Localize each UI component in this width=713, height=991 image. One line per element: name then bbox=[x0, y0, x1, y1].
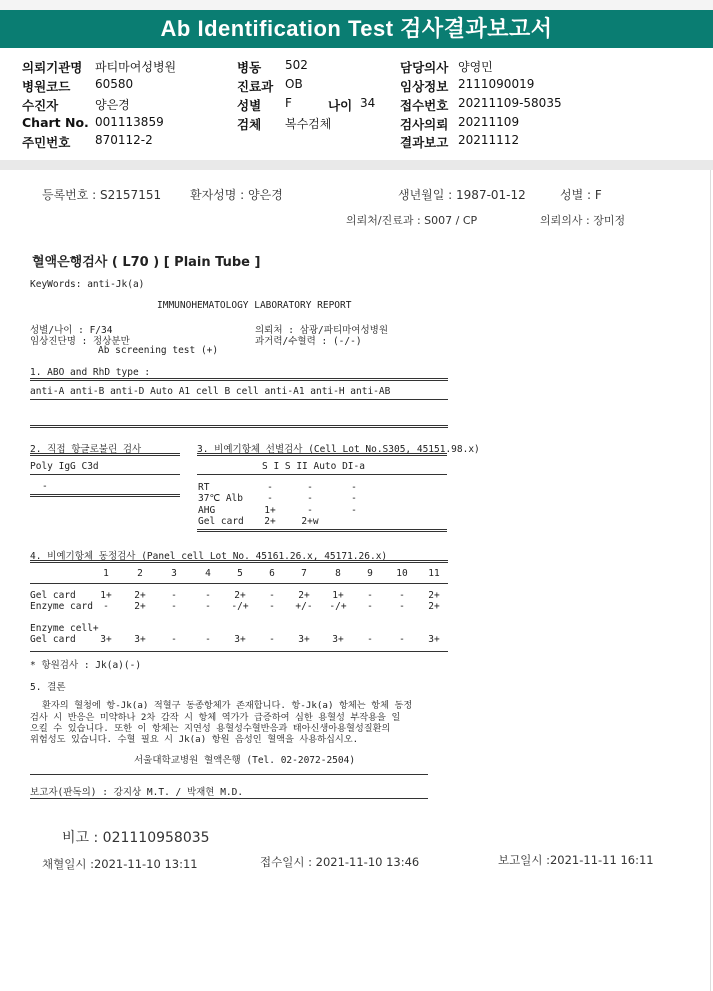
sec4-col-header: 10 bbox=[396, 568, 408, 579]
rule bbox=[30, 378, 448, 381]
dept: 의뢰처/진료과 : S007 / CP bbox=[346, 214, 478, 227]
sec1-headers: anti-A anti-B anti-D Auto A1 cell B cell anti-A1 anti-H anti-AB bbox=[30, 386, 391, 397]
sec3-cell: - bbox=[307, 505, 313, 516]
reporter: 보고자(판독의) : 강지상 M.T. / 박재현 M.D. bbox=[30, 787, 244, 798]
sec4-cell: - bbox=[399, 634, 405, 645]
sec4-row-label: Enzyme cell+ bbox=[30, 623, 99, 634]
screening: Ab screening test (+) bbox=[98, 345, 219, 356]
sec2-value: - bbox=[42, 481, 48, 492]
conclusion-line: 으킬 수 있습니다. 또한 이 항체는 지연성 용혈성수혈반응과 태아신생아용혈성질환의 bbox=[30, 723, 391, 734]
sec4-cell: 3+ bbox=[134, 634, 146, 645]
rule bbox=[30, 494, 180, 497]
header-value: 복수검체 bbox=[285, 117, 332, 131]
sec4-cell: 1+ bbox=[332, 590, 344, 601]
sec4-cell: - bbox=[399, 590, 405, 601]
sec4-cell: -/+ bbox=[329, 601, 347, 612]
sec3-cell: - bbox=[351, 482, 357, 493]
rule bbox=[30, 774, 428, 775]
sex-age: 성별/나이 : F/34 bbox=[30, 325, 113, 336]
sec2-headers: Poly IgG C3d bbox=[30, 461, 99, 472]
rule bbox=[30, 474, 180, 475]
rule bbox=[197, 529, 447, 532]
conclusion-line: 검사 시 반응은 미약하나 2차 감작 시 항체 역가가 급증하여 심한 용혈성 부작용을 일 bbox=[30, 712, 401, 723]
page-edge bbox=[710, 170, 711, 991]
sec4-cell: - bbox=[367, 634, 373, 645]
header-value: 001113859 bbox=[95, 115, 164, 129]
sec4-cell: - bbox=[205, 634, 211, 645]
sec4-cell: 2+ bbox=[428, 601, 440, 612]
sec4-cell: 3+ bbox=[298, 634, 310, 645]
sec4-cell: - bbox=[205, 590, 211, 601]
sec4-col-header: 6 bbox=[269, 568, 275, 579]
sec4-cell: - bbox=[367, 601, 373, 612]
conclusion-line: 환자의 혈청에 항-Jk(a) 적혈구 동종항체가 존재합니다. 항-Jk(a) 항체는 항체 동정 bbox=[42, 700, 413, 711]
header-row: 의뢰기관명 bbox=[22, 60, 83, 75]
header-label: 임상정보 bbox=[400, 79, 449, 94]
header-label: 주민번호 bbox=[22, 135, 71, 150]
sec3-cell: 1+ bbox=[264, 505, 276, 516]
conclusion-line: 위험성도 있습니다. 수혈 필요 시 Jk(a) 항원 음성인 혈액을 사용하십시오. bbox=[30, 734, 359, 745]
header-label: 병원코드 bbox=[22, 79, 71, 94]
section-divider bbox=[0, 160, 713, 170]
sec3-cell: - bbox=[307, 482, 313, 493]
rule bbox=[30, 399, 448, 400]
header-value: F bbox=[285, 96, 292, 110]
sec4-cell: - bbox=[269, 634, 275, 645]
sec3-cell: 2+w bbox=[301, 516, 319, 527]
sec4-col-header: 11 bbox=[428, 568, 440, 579]
sec4-col-header: 1 bbox=[103, 568, 109, 579]
sec4-cell: - bbox=[171, 601, 177, 612]
header-value: 20211109 bbox=[458, 115, 520, 129]
rule bbox=[30, 560, 448, 563]
lab-report-title: IMMUNOHEMATOLOGY LABORATORY REPORT bbox=[157, 300, 352, 311]
rule bbox=[30, 651, 448, 652]
sec4-cell: 3+ bbox=[332, 634, 344, 645]
sec4-cell: - bbox=[399, 601, 405, 612]
sec4-cell: - bbox=[269, 590, 275, 601]
sec4-col-header: 4 bbox=[205, 568, 211, 579]
sec3-row-label: 37℃ Alb bbox=[198, 493, 243, 504]
sec4-cell: 2+ bbox=[134, 601, 146, 612]
sec4-cell: 2+ bbox=[234, 590, 246, 601]
header-value: 20211112 bbox=[458, 133, 520, 147]
sec3-cell: - bbox=[307, 493, 313, 504]
sec3-row-label: Gel card bbox=[198, 516, 244, 527]
sec4-cell: - bbox=[171, 590, 177, 601]
collect-time: 채혈일시 :2021-11-10 13:11 bbox=[42, 857, 198, 871]
sec4-col-header: 7 bbox=[301, 568, 307, 579]
sec3-cell: 2+ bbox=[264, 516, 276, 527]
header-label: Chart No. bbox=[22, 115, 89, 130]
sec3-cell: - bbox=[267, 482, 273, 493]
header-value: 2111090019 bbox=[458, 77, 535, 91]
sec3-row-label: RT bbox=[198, 482, 210, 493]
referral: 의뢰처 : 삼광/파티마여성병원 bbox=[255, 325, 389, 336]
sec4-col-header: 9 bbox=[367, 568, 373, 579]
sec4-cell: 2+ bbox=[428, 590, 440, 601]
note: 비고 : 021110958035 bbox=[62, 830, 210, 846]
sec4-cell: 2+ bbox=[298, 590, 310, 601]
rule bbox=[197, 474, 447, 475]
patient-name: 환자성명 : 양은경 bbox=[190, 188, 283, 202]
header-value: 양은경 bbox=[95, 98, 130, 112]
sec3-cell: - bbox=[267, 493, 273, 504]
exam-title: 혈액은행검사 ( L70 ) [ Plain Tube ] bbox=[32, 255, 261, 270]
reg-no: 등록번호 : S2157151 bbox=[42, 188, 162, 202]
header-value: 502 bbox=[285, 58, 308, 72]
sec4-cell: 1+ bbox=[100, 590, 112, 601]
history: 과거력/수혈력 : (-/-) bbox=[255, 336, 362, 347]
report-time: 보고일시 :2021-11-11 16:11 bbox=[498, 853, 654, 867]
birth-date: 생년월일 : 1987-01-12 bbox=[398, 188, 526, 202]
sec4-col-header: 2 bbox=[137, 568, 143, 579]
header-value: 파티마여성병원 bbox=[95, 60, 177, 74]
sec4-cell: - bbox=[269, 601, 275, 612]
sec1-title: 1. ABO and RhD type : bbox=[30, 367, 151, 378]
header-label: 결과보고 bbox=[400, 135, 449, 150]
report-title: Ab Identification Test 검사결과보고서 bbox=[0, 10, 713, 48]
sec3-row-label: AHG bbox=[198, 505, 216, 516]
header-value: 870112-2 bbox=[95, 133, 153, 147]
rule bbox=[197, 453, 447, 456]
sec4-col-header: 3 bbox=[171, 568, 177, 579]
sec4-title: 4. 비예기항체 동정검사 (Panel cell Lot No. 45161.26.x, 45171.26.x) bbox=[30, 551, 388, 562]
header-value: OB bbox=[285, 77, 303, 91]
header-label: 담당의사 bbox=[400, 60, 449, 75]
header-label: 성별 bbox=[237, 98, 262, 113]
header-label: 진료과 bbox=[237, 79, 274, 94]
rule bbox=[30, 425, 448, 428]
sec4-cell: +/- bbox=[295, 601, 313, 612]
sec4-cell: - bbox=[205, 601, 211, 612]
header-label: 검체 bbox=[237, 117, 262, 132]
sec3-cell: - bbox=[351, 505, 357, 516]
header-label: 수진자 bbox=[22, 98, 59, 113]
sec4-cell: 3+ bbox=[100, 634, 112, 645]
clinical-dx: 임상진단명 : 정상분만 bbox=[30, 336, 130, 347]
header-value: 34 bbox=[360, 96, 376, 110]
rule bbox=[30, 583, 448, 584]
header-value: 양영민 bbox=[458, 60, 493, 74]
sec4-cell: -/+ bbox=[231, 601, 249, 612]
sec4-row-label: Gel card bbox=[30, 634, 76, 645]
sec4-cell: - bbox=[171, 634, 177, 645]
sec5-title: 5. 결론 bbox=[30, 682, 66, 693]
sec4-col-header: 8 bbox=[335, 568, 341, 579]
sec4-cell: 3+ bbox=[234, 634, 246, 645]
header-label: 병동 bbox=[237, 60, 262, 75]
sec4-cell: 3+ bbox=[428, 634, 440, 645]
sec4-row-label: Gel card bbox=[30, 590, 76, 601]
header-label: 나이 bbox=[328, 98, 353, 113]
patient-sex: 성별 : F bbox=[560, 188, 602, 202]
sec4-cell: - bbox=[367, 590, 373, 601]
sec3-cell: - bbox=[351, 493, 357, 504]
sec4-col-header: 5 bbox=[237, 568, 243, 579]
keywords: KeyWords: anti-Jk(a) bbox=[30, 279, 145, 290]
top-strip bbox=[0, 0, 713, 10]
sec4-row-label: Enzyme card bbox=[30, 601, 93, 612]
rule bbox=[30, 798, 428, 799]
sec3-headers: S I S II Auto DI-a bbox=[262, 461, 365, 472]
sec3-title: 3. 비예기항체 선별검사 (Cell Lot No.S305, 45151.98.x) bbox=[197, 444, 480, 455]
antigen-test: * 항원검사 : Jk(a)(-) bbox=[30, 660, 142, 671]
sec4-cell: 2+ bbox=[134, 590, 146, 601]
sec2-title: 2. 직접 항글로불린 검사 bbox=[30, 444, 142, 455]
header-label: 검사의뢰 bbox=[400, 117, 449, 132]
header-value: 60580 bbox=[95, 77, 134, 91]
receive-time: 접수일시 : 2021-11-10 13:46 bbox=[260, 855, 420, 869]
rule bbox=[30, 453, 180, 456]
header-label: 접수번호 bbox=[400, 98, 449, 113]
header-value: 20211109-58035 bbox=[458, 96, 562, 110]
sec4-cell: - bbox=[103, 601, 109, 612]
ordering-doctor: 의뢰의사 : 장미정 bbox=[540, 214, 626, 227]
bloodbank: 서울대학교병원 혈액은행 (Tel. 02-2072-2504) bbox=[134, 755, 356, 766]
